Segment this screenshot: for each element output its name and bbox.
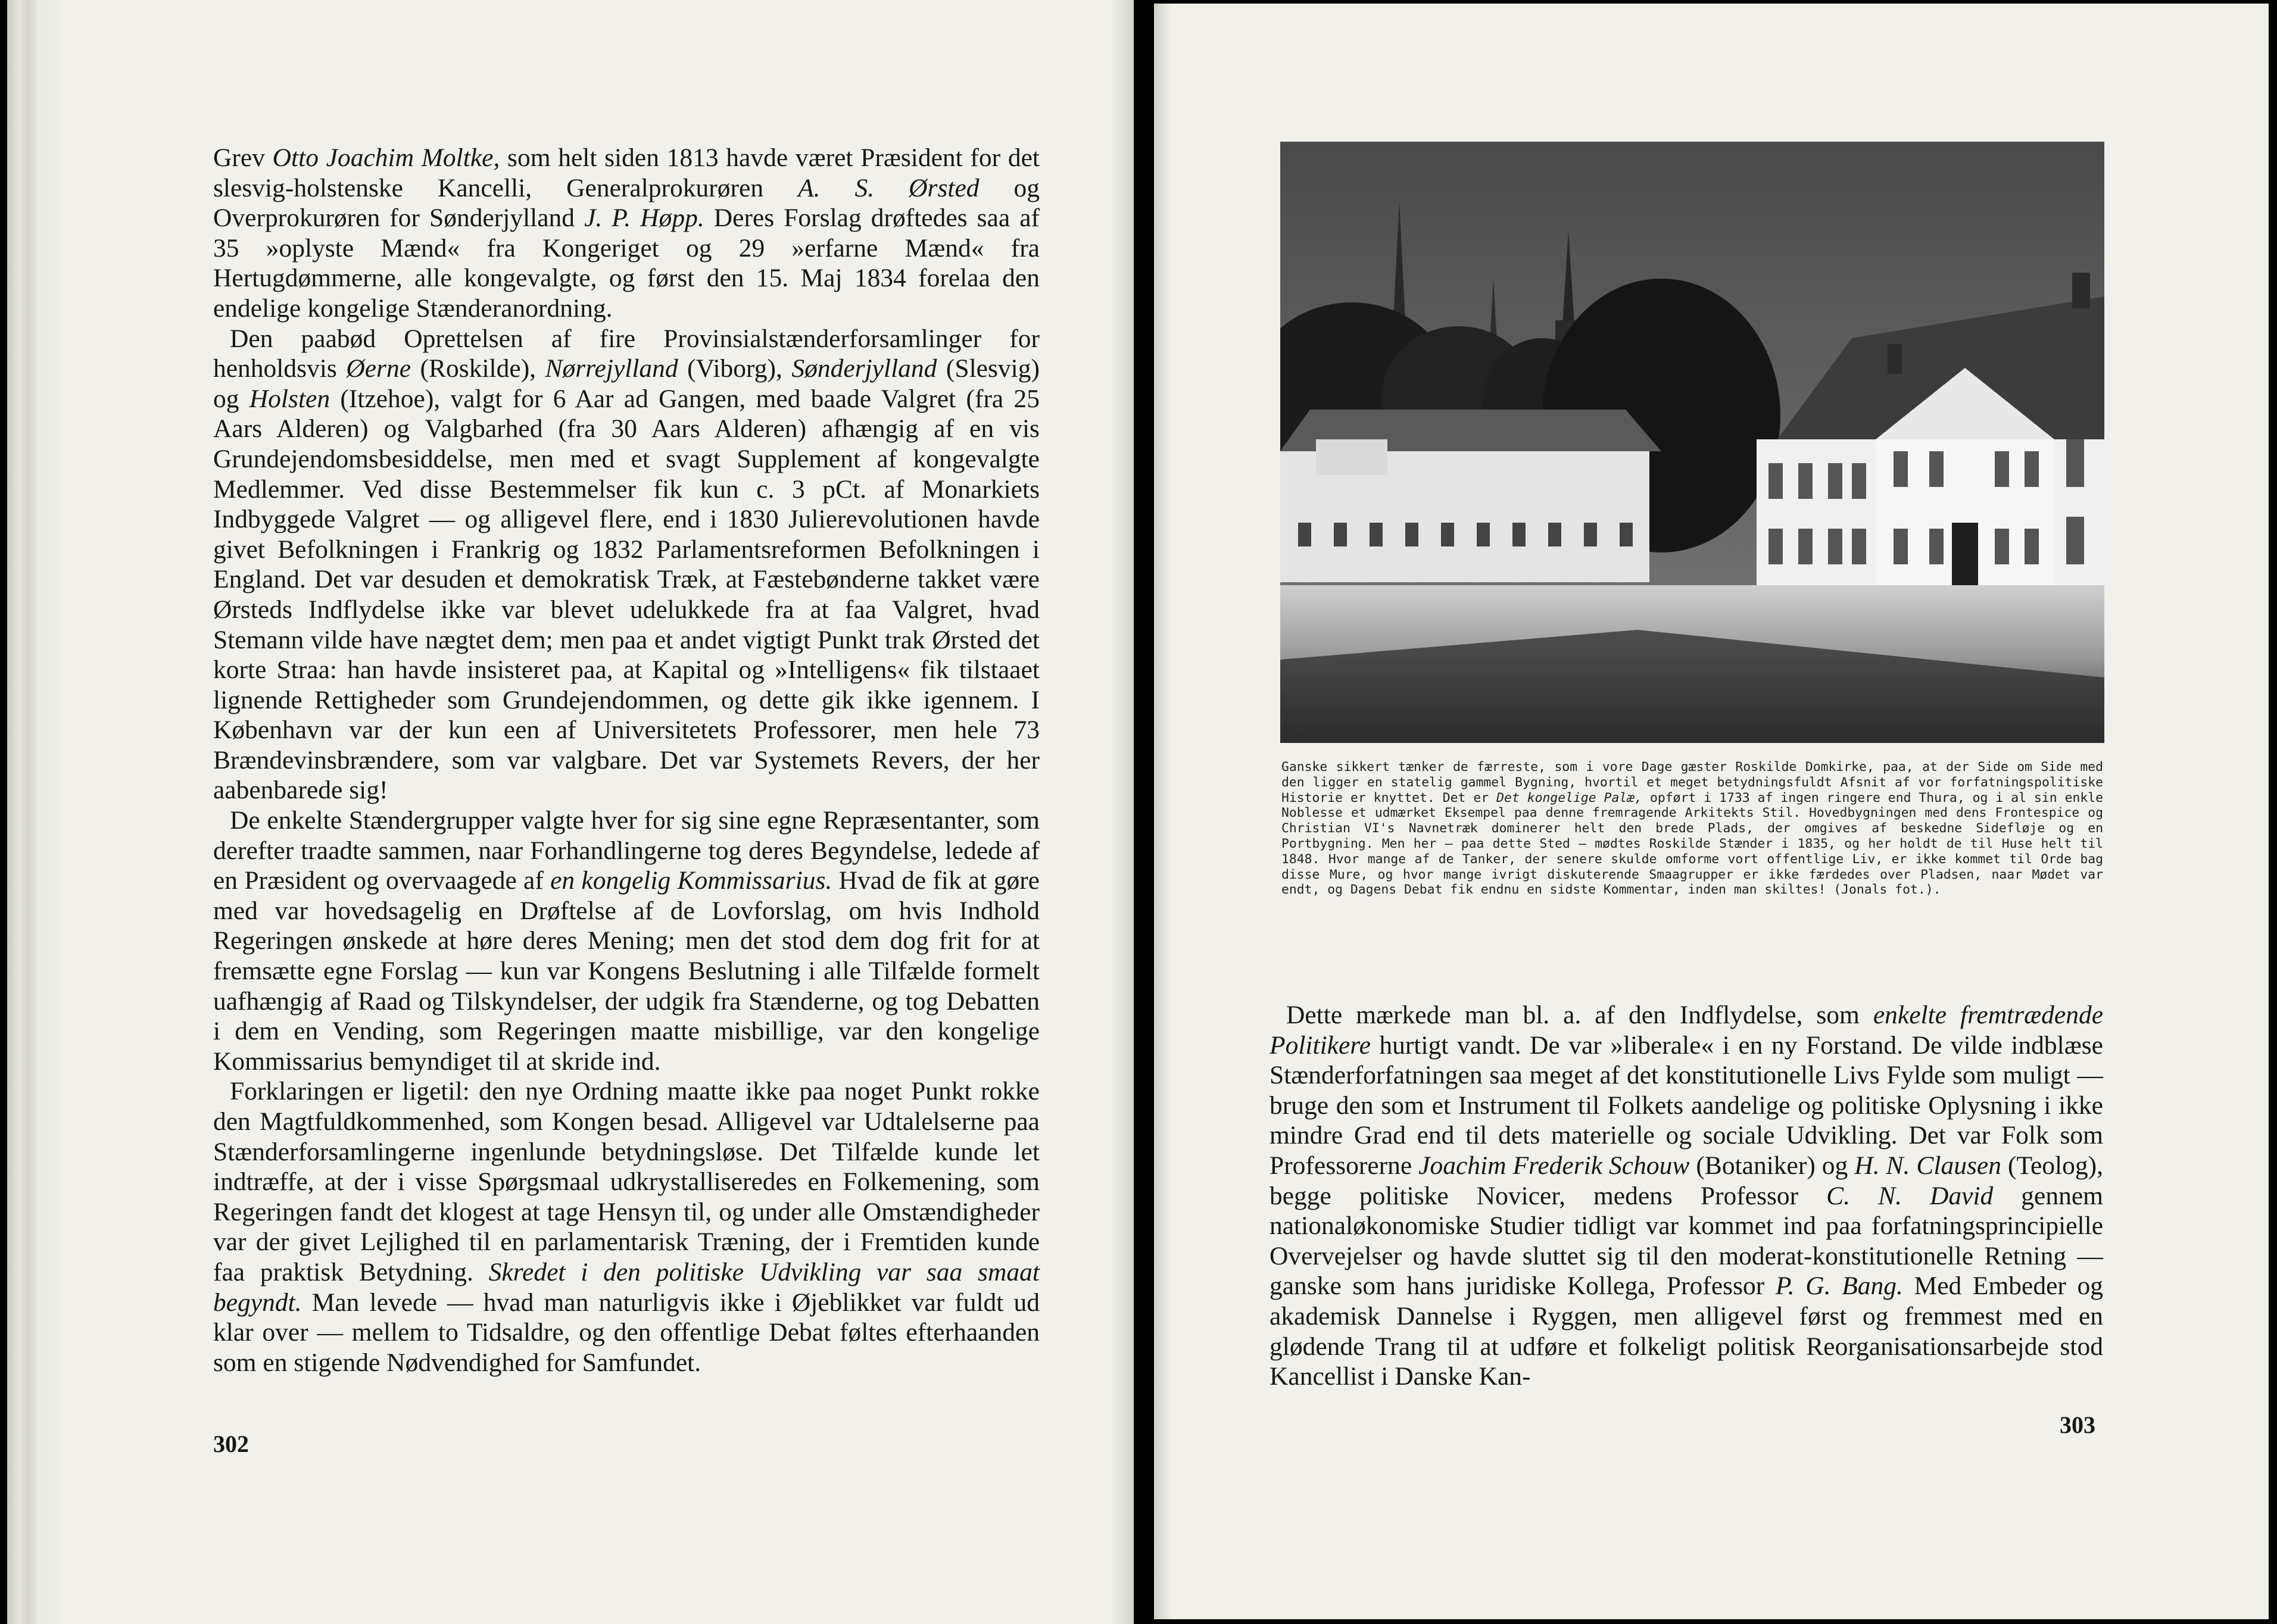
text-run: Dette mærkede man bl. a. af den Indflydelse, som	[1286, 1001, 1873, 1029]
text-run: (Roskilde),	[411, 354, 545, 383]
text-run: (Slesvig) og	[213, 354, 1040, 413]
italic-text: Øerne	[346, 354, 411, 383]
photo-caption	[1281, 760, 2103, 898]
text-run: Forklaringen er ligetil: den nye Ordning maatte ikke paa noget Punkt rokke den Magtfuldkommenhed, som Kongen besad. Alligevel var Udtalelserne paa Stænderforsamlingerne ingenlunde betydningsløse. Det Tilfælde kunde let indtræffe, at der i visse Spørgsmaal udkrystalliseredes en Folkemening, som Regeringen fandt det klogest at tage Hensyn til, og under alle Omstændigheder var der givet Lejlighed til en parlamentarisk Træning, der i Fremtiden kunde faa praktisk Betydning.	[213, 1077, 1040, 1286]
italic-text: en kongelig Kommissarius.	[550, 866, 832, 895]
italic-text: Joachim Frederik Schouw	[1418, 1151, 1690, 1180]
right-page	[1154, 4, 2269, 1619]
text-run: (Botaniker) og	[1689, 1151, 1855, 1180]
text-run: Med Embeder og akademisk Dannelse i Ryggen, men alligevel først og fremmest med en glødende Trang til at udføre et folkeligt politisk Reorganisationsarbejde stod Kancellist i Danske Kan-	[1269, 1272, 2103, 1391]
text-run: Deres Forslag drøftedes saa af 35 »oplyste Mænd« fra Kongeriget og 29 »erfarne Mænd« fra Hertugdømmerne, alle kongevalgte, og først den 15. Maj 1834 forelaa den endelige kongelige Stænderanordning.	[213, 204, 1040, 323]
page-curl-edges	[7, 0, 61, 1624]
roskilde-palace-illustration	[1280, 142, 2104, 743]
text-run: (Teolog), begge politiske Novicer, medens Professor	[1269, 1151, 2103, 1210]
italic-text: Skredet i den politiske Udvikling var saa smaat begyndt.	[213, 1257, 1040, 1317]
text-run: opført i 1733 af ingen ringere end Thura, og i al sin enkle Noblesse et udmærket Eksempel paa denne fremragende Arkitekts Stil. Hovedbygningen med dens Frontespice og Christian VI's Navnetræk dominerer helt den brede Plads, der omgives af beskedne Sidefløje og en Portbygning. Men her — paa dette Sted — mødtes Roskilde Stænder i 1835, og her holdt de til Huse helt til 1848. Hvor mange af de Tanker, der senere skulde omforme vort offentlige Liv, er ikke kommet til Orde bag disse Mure, og hvor mange ivrigt diskuterende Smaagrupper er ikke færdedes over Pladsen, naar Mødet var endt, og Dagens Debat fik endnu en sidste Kommentar, inden man skiltes! (Jonals fot.).	[1281, 790, 2104, 898]
italic-text: C. N. David	[1826, 1181, 1994, 1210]
text-run: De enkelte Stændergrupper valgte hver for sig sine egne Repræsentanter, som derefter traadte sammen, naar Forhandlingerne tog deres Begyndelse, ledede af en Præsident og overvaagede af	[213, 806, 1040, 895]
text-run: hurtigt vandt. De var »liberale« i en ny Forstand. De vilde indblæse Stænderforfatningen saa meget af det konstitutionelle Livs Fylde som muligt — bruge den som et Instrument til Folkets aandelige og politiske Oplysning i ikke mindre Grad end til dets materielle og sociale Udvikling. Det var Folk som Professorerne	[1269, 1030, 2103, 1180]
italic-text: Sønderjylland	[791, 354, 937, 383]
italic-text: Otto Joachim Moltke,	[272, 143, 500, 172]
text-run: og Overprokurøren for Sønderjylland	[213, 173, 1040, 233]
body-paragraph	[213, 1076, 1040, 1378]
italic-text: A. S. Ørsted	[798, 173, 980, 202]
text-run: (Itzehoe), valgt for 6 Aar ad Gangen, med baade Valgret (fra 25 Aars Alderen) og Valgbarhed (fra 30 Aars Alderen) afhængig af en vis Grundejendomsbesiddelse, men med et svagt Supplement af kongevalgte Medlemmer. Ved disse Bestemmelser fik kun c. 3 pCt. af Monarkiets Indbyggede Valgret — og alligevel flere, end i 1830 Julierevolutionen havde givet Befolkningen i Frankrig og 1832 Parlamentsreformen Befolkningen i England. Det var desuden et demokratisk Træk, at Fæstebønderne takket være Ørsteds Indflydelse ikke var blevet udelukkede fra at faa Valgret, hvad Stemann vilde have nægtet dem; men paa et andet vigtigt Punkt trak Ørsted det korte Straa: han havde insisteret paa, at Kapital og »Intelligens« fik tilstaaet lignende Rettigheder som Grundejendommen, og dette gik ikke igennem. I København var der kun een af Universitetets Professorer, men hele 73 Brændevinsbrændere, som var valgbare. Det var Systemets Revers, der her aabenbarede sig!	[213, 384, 1040, 805]
page-number-right: 303	[2060, 1411, 2095, 1438]
italic-text: P. G. Bang.	[1775, 1272, 1903, 1301]
italic-text: H. N. Clausen	[1854, 1151, 2001, 1180]
body-paragraph	[213, 143, 1040, 324]
text-run: (Viborg),	[678, 354, 792, 383]
right-body-text	[1269, 1000, 2103, 1392]
left-page	[7, 0, 1134, 1624]
text-run: Grev	[213, 143, 273, 172]
gutter-shadow	[1110, 0, 1134, 1624]
body-paragraph	[213, 324, 1040, 806]
text-run: gennem nationaløkonomiske Studier tidligt var kommet ind paa forfatningsprincipielle Overvejelser og havde sluttet sig til den moderat-konstitutionelle Retning — ganske som hans juridiske Kollega, Professor	[1269, 1181, 2103, 1301]
text-run: Hvad de fik at gøre med var hovedsagelig en Drøftelse af de Lovforslag, om hvis Indhold Regeringen ønskede at høre deres Mening; men det stod dem dog frit for at fremsætte egne Forslag — kun var Kongens Beslutning i alle Tilfælde formelt uafhængig af Raad og Tilskyndelser, der udgik fra Stænderne, og tog Debatten i dem en Vending, som Regeringen maatte misbillige, var den kongelige Kommissarius bemyndiget til at skride ind.	[213, 866, 1040, 1076]
italic-text: Holsten	[249, 384, 330, 413]
italic-text: enkelte fremtrædende Politikere	[1269, 1001, 2103, 1060]
page-number-left: 302	[213, 1431, 249, 1457]
text-run: Man levede — hvad man naturligvis ikke i Øjeblikket var fuldt ud klar over — mellem to Tidsaldre, og den offentlige Debat føltes efterhaanden som en stigende Nødvendighed for Samfundet.	[213, 1288, 1040, 1377]
gutter-shadow	[1154, 4, 1172, 1619]
italic-text: Nørrejylland	[545, 354, 678, 383]
body-paragraph	[1269, 1000, 2103, 1392]
text-run: som helt siden 1813 havde været Præsident for det slesvig-holstenske Kancelli, Generalprokurøren	[213, 143, 1040, 202]
left-body-text	[213, 143, 1040, 1378]
text-run: Ganske sikkert tænker de færreste, som i vore Dage gæster Roskilde Domkirke, paa, at der Side om Side med den ligger en statelig gammel Bygning, hvortil et meget betydningsfuldt Afsnit af vor forfatningspolitiske Historie er knyttet. Det er	[1281, 760, 2103, 805]
body-paragraph	[213, 805, 1040, 1076]
italic-text: J. P. Høpp.	[584, 204, 704, 233]
text-run: Den paabød Oprettelsen af fire Provinsialstænderforsamlinger for henholdsvis	[213, 324, 1040, 383]
italic-text: Det kongelige Palæ,	[1496, 790, 1642, 805]
palace-photograph	[1280, 142, 2104, 743]
